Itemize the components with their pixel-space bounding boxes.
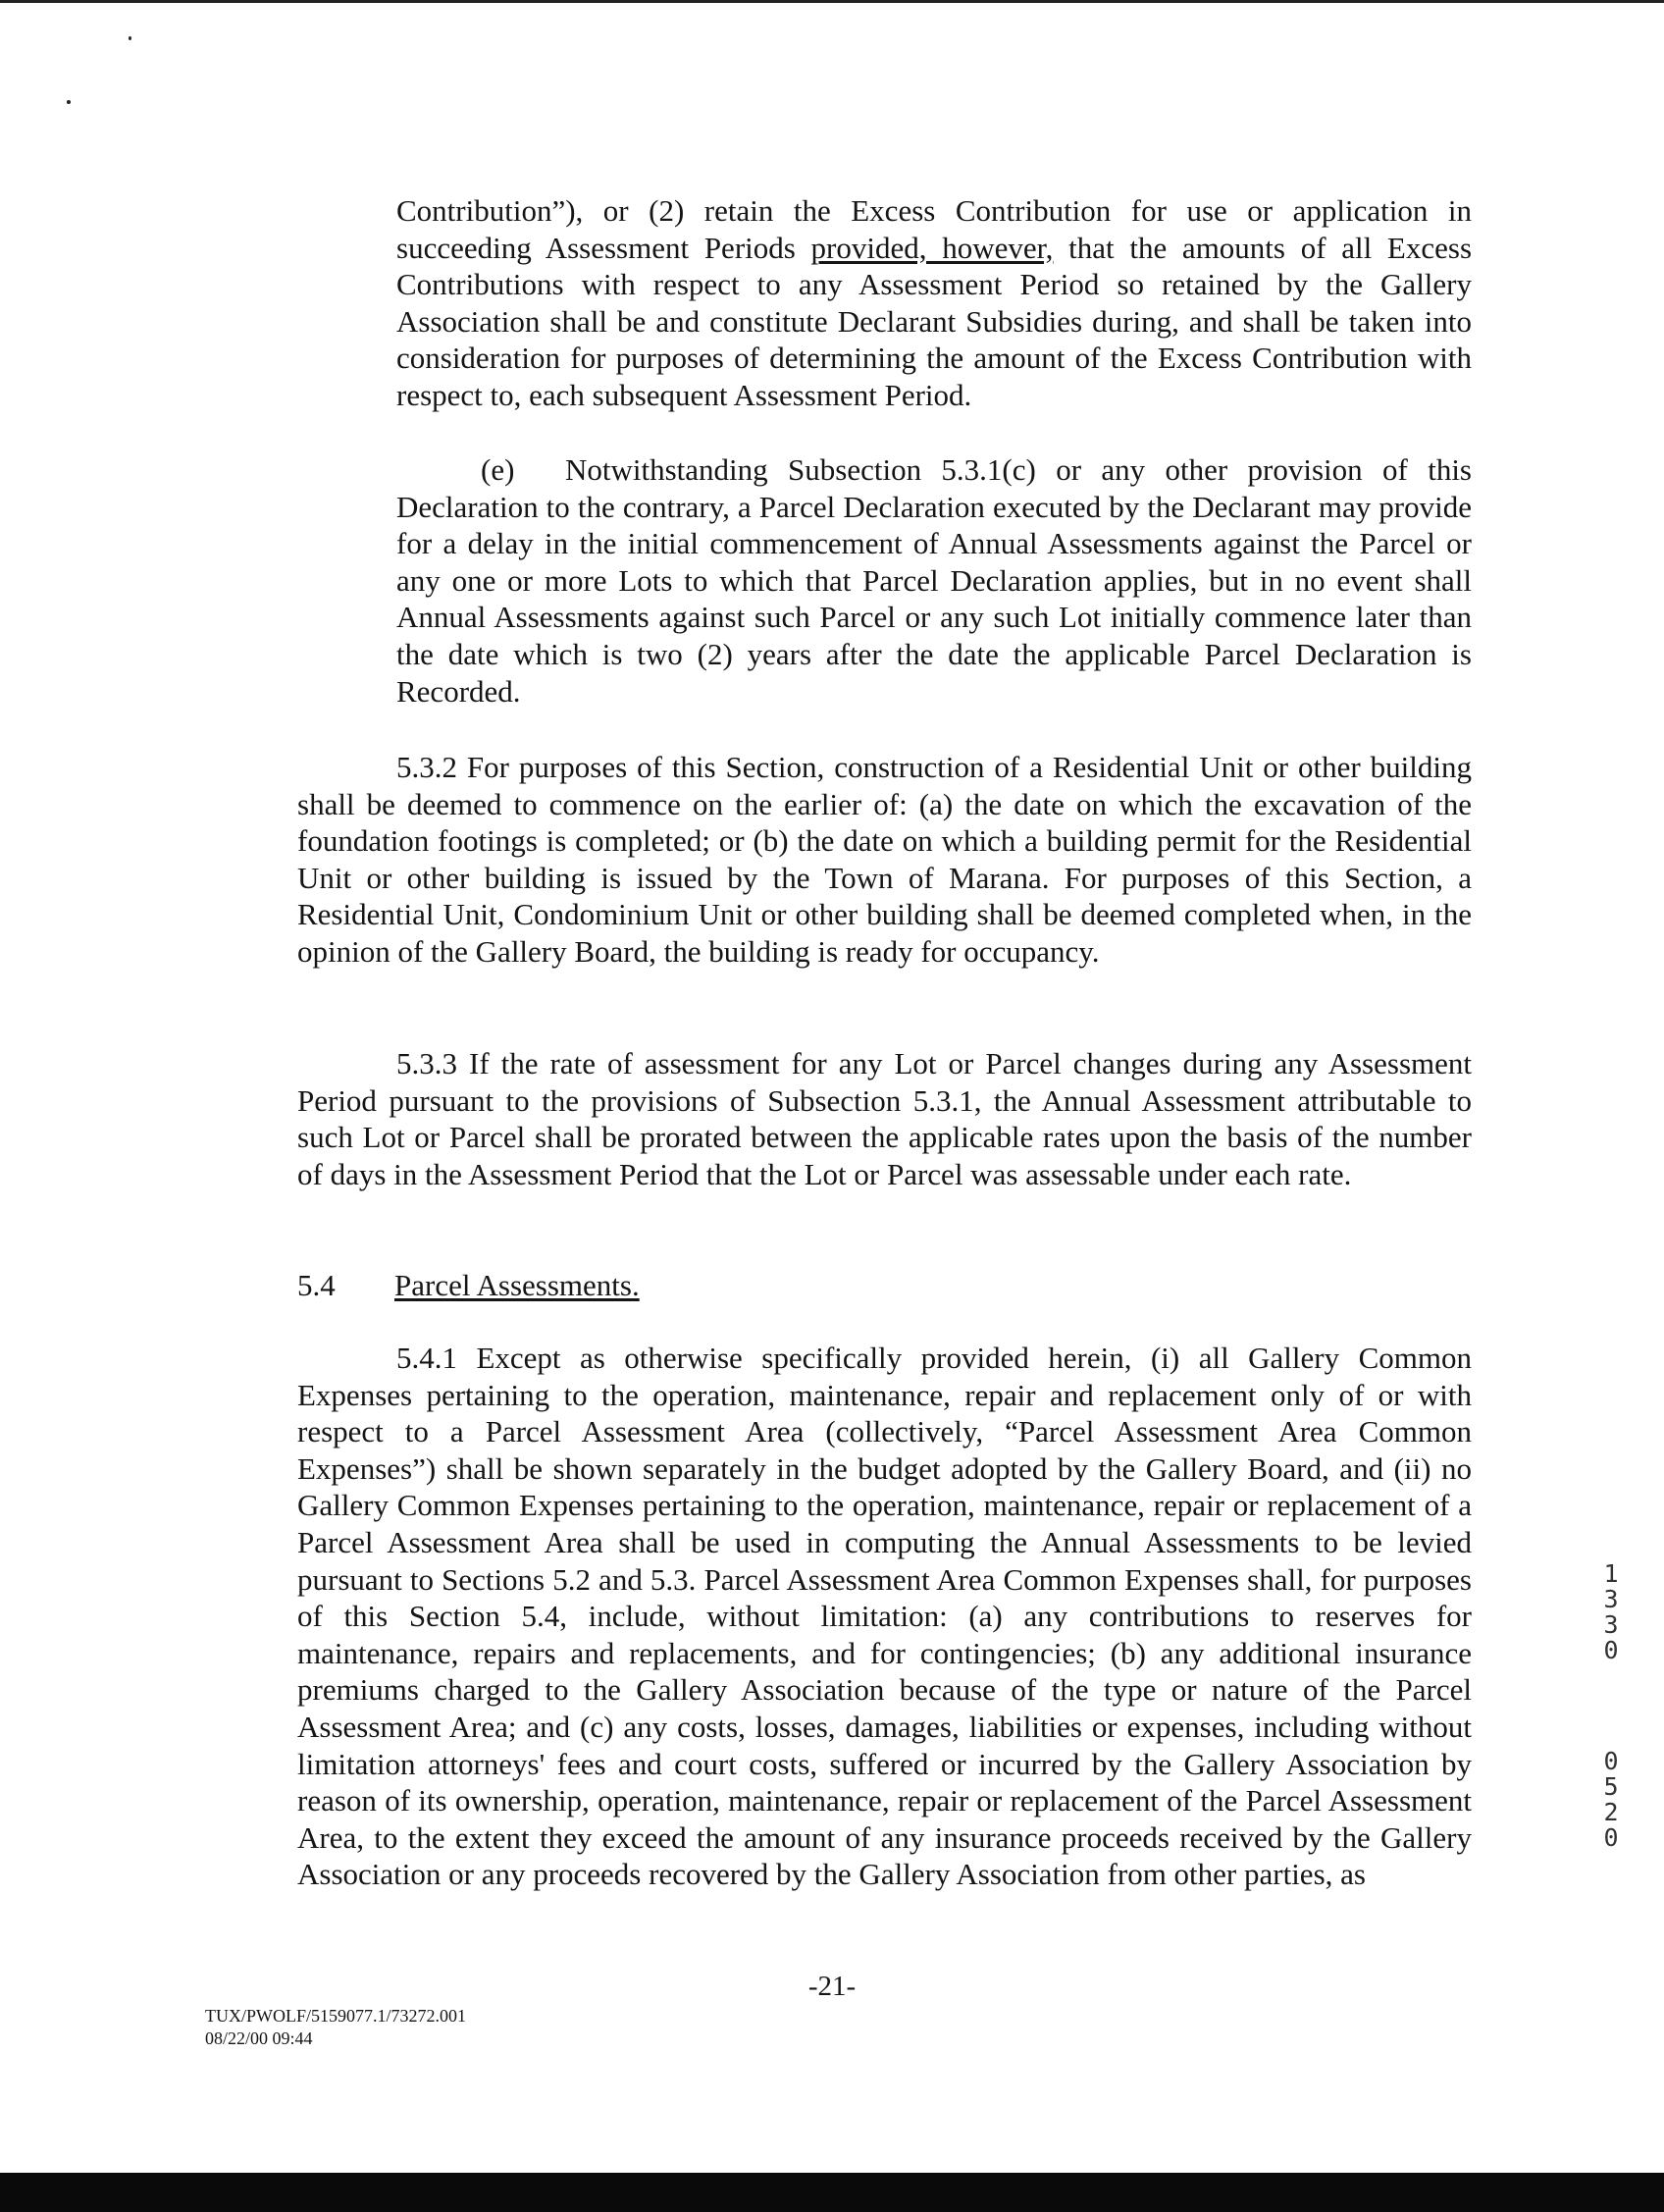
paragraph-label: (e) — [481, 452, 515, 487]
section-heading-5-4 — [297, 1267, 640, 1304]
paragraph-text: that the amounts of all Excess Contributions with respect to any Assessment Period so retained by the Gallery Association shall be and constitute Declarant Subsidies during, and shall be taken into consideration for purposes of determining the amount of the Excess Contribution with respect to, each subsequent Assessment Period. — [396, 230, 1473, 412]
stamp-digit: 0 — [1603, 1747, 1619, 1775]
stamp-digit: 5 — [1603, 1772, 1619, 1801]
paragraph-5-3-3: 5.3.3 If the rate of assessment for any Lot or Parcel changes during any Assessment Period pursuant to the provisions of Subsection 5.3.1, the Annual Assessment attributable to such Lot or Parcel shall be prorated between the applicable rates upon the basis of the number of days in the Assessment Period that the Lot or Parcel was assessable under each rate. — [297, 1046, 1472, 1191]
section-title: Parcel Assessments. — [394, 1268, 640, 1302]
scan-top-edge — [0, 0, 1664, 3]
stamp-digit: 1 — [1603, 1559, 1619, 1588]
scan-speck — [67, 100, 71, 104]
page-number: -21- — [807, 1971, 857, 2002]
stamp-digit: 3 — [1603, 1610, 1619, 1639]
footer-document-path: TUX/PWOLF/5159077.1/73272.001 — [205, 2006, 467, 2026]
paragraph-excess-contribution — [396, 192, 1472, 414]
stamp-digit: 0 — [1603, 1636, 1619, 1664]
footer-timestamp: 08/22/00 09:44 — [205, 2028, 313, 2048]
scan-bottom-edge — [0, 2173, 1664, 2212]
section-number: 5.4 — [297, 1268, 336, 1302]
paragraph-5-4-1: 5.4.1 Except as otherwise specifically provided herein, (i) all Gallery Common Expenses pertaining to the operation, maintenance, repair and replacement only of or with respect to a Parcel Assessment Area (collectively, “Parcel Assessment Area Common Expenses”) shall be shown separately in the budget adopted by the Gallery Board, and (ii) no Gallery Common Expenses pertaining to the operation, maintenance, repair or replacement of a Parcel Assessment Area shall be used in computing the Annual Assessments to be levied pursuant to Sections 5.2 and 5.3. Parcel Assessment Area Common Expenses shall, for purposes of this Section 5.4, include, without limitation: (a) any contributions to reserves for maintenance, repairs and replacements, and for contingencies; (b) any additional insurance premiums charged to the Gallery Association because of the type or nature of the Parcel Assessment Area; and (c) any costs, losses, damages, liabilities or expenses, including without limitation attorneys' fees and court costs, suffered or incurred by the Gallery Association by reason of its ownership, operation, maintenance, repair or replacement of the Parcel Assessment Area, to the extent they exceed the amount of any insurance proceeds received by the Gallery Association or any proceeds recovered by the Gallery Association from other parties, as — [297, 1341, 1472, 1892]
stamp-digit: 0 — [1603, 1823, 1619, 1852]
stamp-digit: 2 — [1603, 1798, 1619, 1826]
paragraph-text: Contribution”), or (2) retain the Excess Contribution for use or application in succeeding Assessment Periods — [396, 193, 1472, 265]
paragraph-e — [396, 451, 1472, 710]
recording-stamp-lower — [1597, 1749, 1625, 1851]
scan-speck — [129, 36, 131, 40]
stamp-digit: 3 — [1603, 1585, 1619, 1613]
recording-stamp-upper — [1597, 1561, 1625, 1663]
document-footer — [205, 2005, 466, 2050]
underlined-phrase: provided, however, — [810, 230, 1054, 265]
paragraph-text: Notwithstanding Subsection 5.3.1(c) or any other provision of this Declaration to the contrary, a Parcel Declaration executed by the Declarant may provide for a delay in the initial commencement of Annual Assessments against the Parcel or any one or more Lots to which that Parcel Declaration applies, but in no event shall Annual Assessments against such Parcel or any such Lot initially commence later than the date which is two (2) years after the date the applicable Parcel Declaration is Recorded. — [396, 452, 1472, 709]
paragraph-5-3-2: 5.3.2 For purposes of this Section, construction of a Residential Unit or other building shall be deemed to commence on the earlier of: (a) the date on which the excavation of the foundation footings is completed; or (b) the date on which a building permit for the Residential Unit or other building is issued by the Town of Marana. For purposes of this Section, a Residential Unit, Condominium Unit or other building shall be deemed completed when, in the opinion of the Gallery Board, the building is ready for occupancy. — [297, 750, 1472, 969]
